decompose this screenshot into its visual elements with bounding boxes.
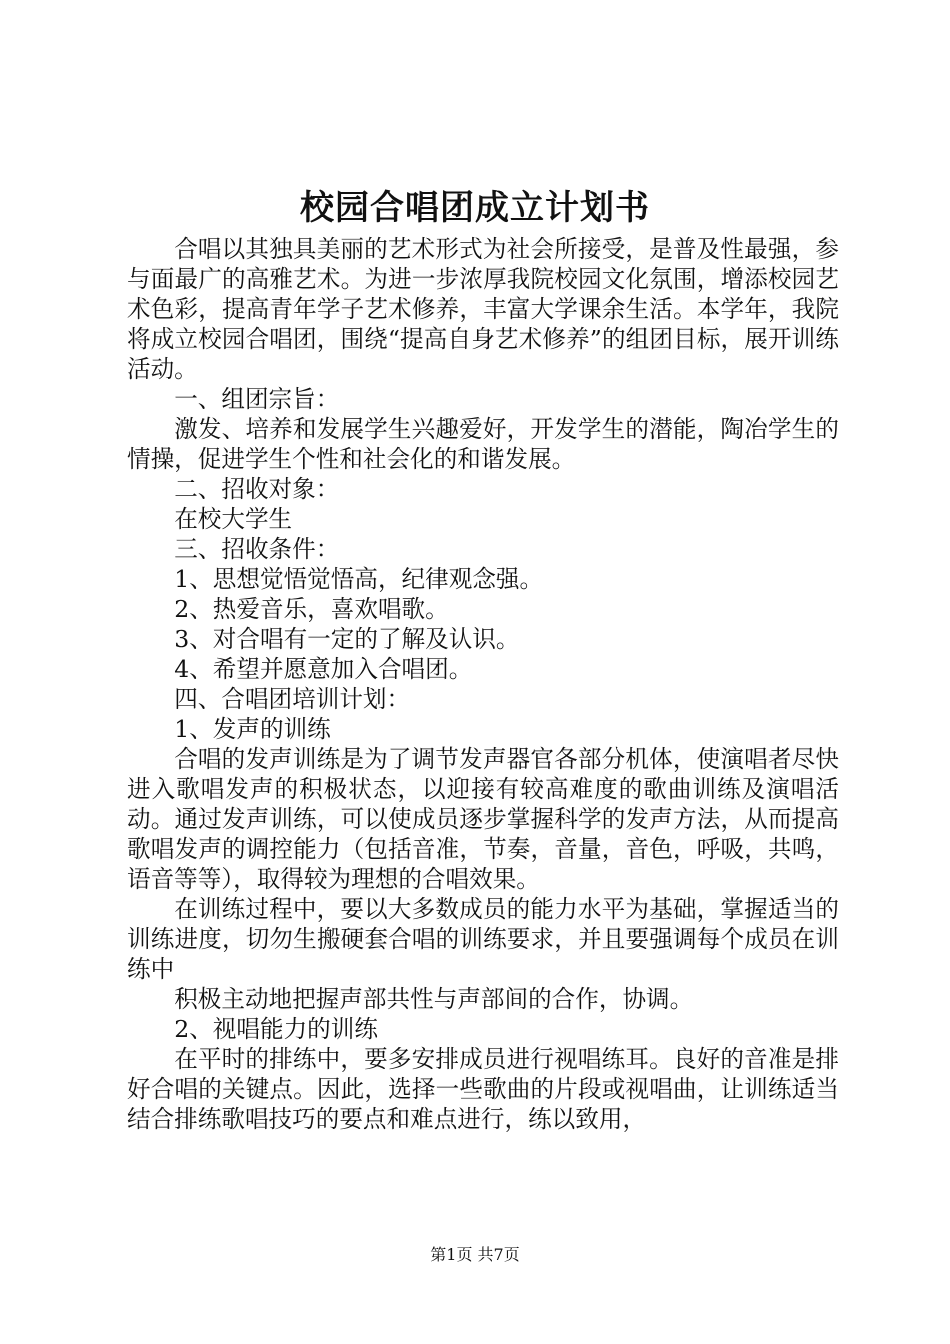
list-item-condition-1: 1、思想觉悟觉悟高，纪律观念强。 <box>174 565 544 593</box>
list-item-condition-4: 4、希望并愿意加入合唱团。 <box>174 655 473 683</box>
heading-recruit-target: 二、招收对象： <box>174 475 340 503</box>
page-number-footer: 第1页 共7页 <box>430 1245 520 1264</box>
paragraph-training-cooperation: 积极主动地把握声部共性与声部间的合作，协调。 <box>174 985 694 1013</box>
document-body <box>127 234 839 1134</box>
paragraph-vocal-training: 合唱的发声训练是为了调节发声器官各部分机体，使演唱者尽快进入歌唱发声的积极状态，以迎接有较高难度的歌曲训练及演唱活动。通过发声训练，可以使成员逐步掌握科学的发声方法，从而提高歌唱发声的调控能力（包括音准，节奏，音量，音色，呼吸，共鸣，语音等等），取得较为理想的合唱效果。 <box>127 745 839 893</box>
heading-training-plan: 四、合唱团培训计划： <box>174 685 411 713</box>
paragraph-sight-singing: 在平时的排练中，要多安排成员进行视唱练耳。良好的音准是排好合唱的关键点。因此，选择一些歌曲的片段或视唱曲，让训练适当结合排练歌唱技巧的要点和难点进行，练以致用， <box>127 1045 839 1133</box>
list-item-condition-2: 2、热爱音乐，喜欢唱歌。 <box>174 595 449 623</box>
paragraph-training-process: 在训练过程中，要以大多数成员的能力水平为基础，掌握适当的训练进度，切勿生搬硬套合唱的训练要求，并且要强调每个成员在训练中 <box>127 895 839 983</box>
paragraph-recruit-target: 在校大学生 <box>174 505 293 533</box>
heading-recruit-conditions: 三、招收条件： <box>174 535 340 563</box>
paragraph-purpose: 激发、培养和发展学生兴趣爱好，开发学生的潜能，陶冶学生的情操，促进学生个性和社会化的和谐发展。 <box>127 415 839 473</box>
subheading-sight-singing: 2、视唱能力的训练 <box>174 1015 378 1043</box>
document-title: 校园合唱团成立计划书 <box>300 188 650 228</box>
subheading-vocal-training: 1、发声的训练 <box>174 715 331 743</box>
heading-purpose: 一、组团宗旨： <box>174 385 340 413</box>
list-item-condition-3: 3、对合唱有一定的了解及认识。 <box>174 625 520 653</box>
paragraph-intro: 合唱以其独具美丽的艺术形式为社会所接受，是普及性最强，参与面最广的高雅艺术。为进一步浓厚我院校园文化氛围，增添校园艺术色彩，提高青年学子艺术修养，丰富大学课余生活。本学年，我院将成立校园合唱团，围绕“提高自身艺术修养”的组团目标，展开训练活动。 <box>127 235 839 383</box>
